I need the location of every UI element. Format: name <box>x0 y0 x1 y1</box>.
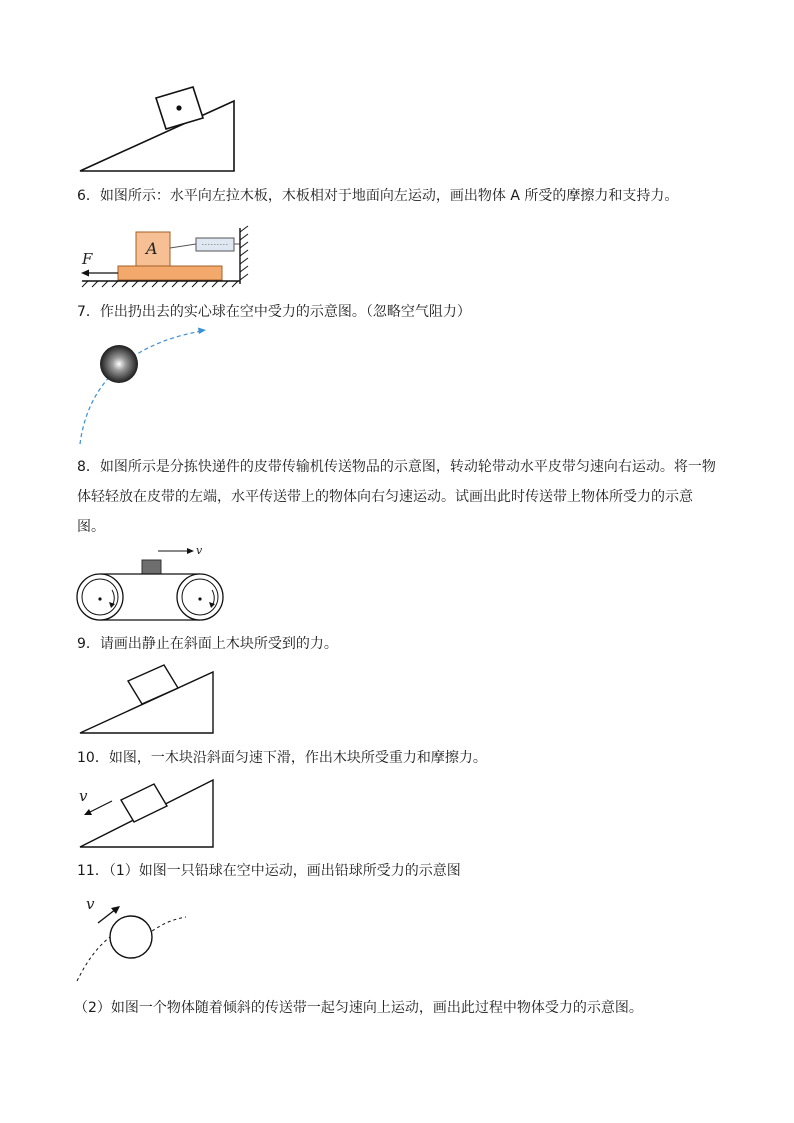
figure-q8-conveyor <box>76 544 226 624</box>
figure-q6-board <box>78 226 253 288</box>
left-wheel-axle <box>98 597 101 600</box>
question-9: 9．请画出静止在斜面上木块所受到的力。 <box>77 636 338 652</box>
figure-q10-incline <box>74 777 219 851</box>
block-a-label: A <box>146 239 158 258</box>
block <box>128 665 178 704</box>
shot-put-ball <box>110 916 152 958</box>
velocity-label: v <box>79 787 88 805</box>
figure-q11-shot-put <box>74 893 194 985</box>
string <box>170 244 196 248</box>
board <box>118 266 222 280</box>
figure-q5-incline <box>78 84 238 176</box>
trajectory-left <box>77 937 110 981</box>
incline-triangle <box>80 101 234 171</box>
question-6: 6．如图所示：水平向左拉木板，木板相对于地面向左运动，画出物体 A 所受的摩擦力和支持力。 <box>77 188 679 204</box>
question-10: 10．如图，一木块沿斜面匀速下滑，作出木块所受重力和摩擦力。 <box>77 750 487 766</box>
question-7: 7．作出扔出去的实心球在空中受力的示意图。（忽略空气阻力） <box>77 304 471 320</box>
block <box>121 784 167 822</box>
velocity-label: v <box>86 895 95 913</box>
parcel <box>142 560 161 574</box>
right-wheel-axle <box>198 597 201 600</box>
figure-q9-incline <box>78 662 218 736</box>
figure-q7-thrown-ball <box>76 326 216 448</box>
question-11: 11．（1）如图一只铅球在空中运动，画出铅球所受力的示意图 <box>77 863 461 879</box>
trajectory-right <box>152 917 186 931</box>
velocity-label: v <box>196 544 203 557</box>
force-label: F <box>82 250 93 268</box>
trajectory <box>80 331 202 444</box>
right-wheel-inner <box>182 579 218 615</box>
force-arrowhead <box>81 270 89 277</box>
left-wheel-inner <box>82 579 118 615</box>
center-dot <box>176 105 181 110</box>
velocity-arrowhead <box>111 906 120 914</box>
question-11-part-2: （2）如图一个物体随着倾斜的传送带一起匀速向上运动，画出此过程中物体受力的示意图。 <box>74 1000 643 1016</box>
velocity-arrow <box>88 801 112 813</box>
velocity-arrowhead <box>187 548 194 554</box>
ground-hatch <box>82 281 238 287</box>
wall-hatch <box>240 226 248 280</box>
solid-ball <box>100 345 138 383</box>
velocity-arrow <box>98 909 116 923</box>
question-8: 8．如图所示是分拣快递件的皮带传输机传送物品的示意图，转动轮带动水平皮带匀速向右运动。将一物体轻轻放在皮带的左端，水平传送带上的物体向右匀速运动。试画出此时传送带上物体所受力的示意图。 <box>77 459 716 535</box>
trajectory-arrowhead <box>198 328 206 335</box>
